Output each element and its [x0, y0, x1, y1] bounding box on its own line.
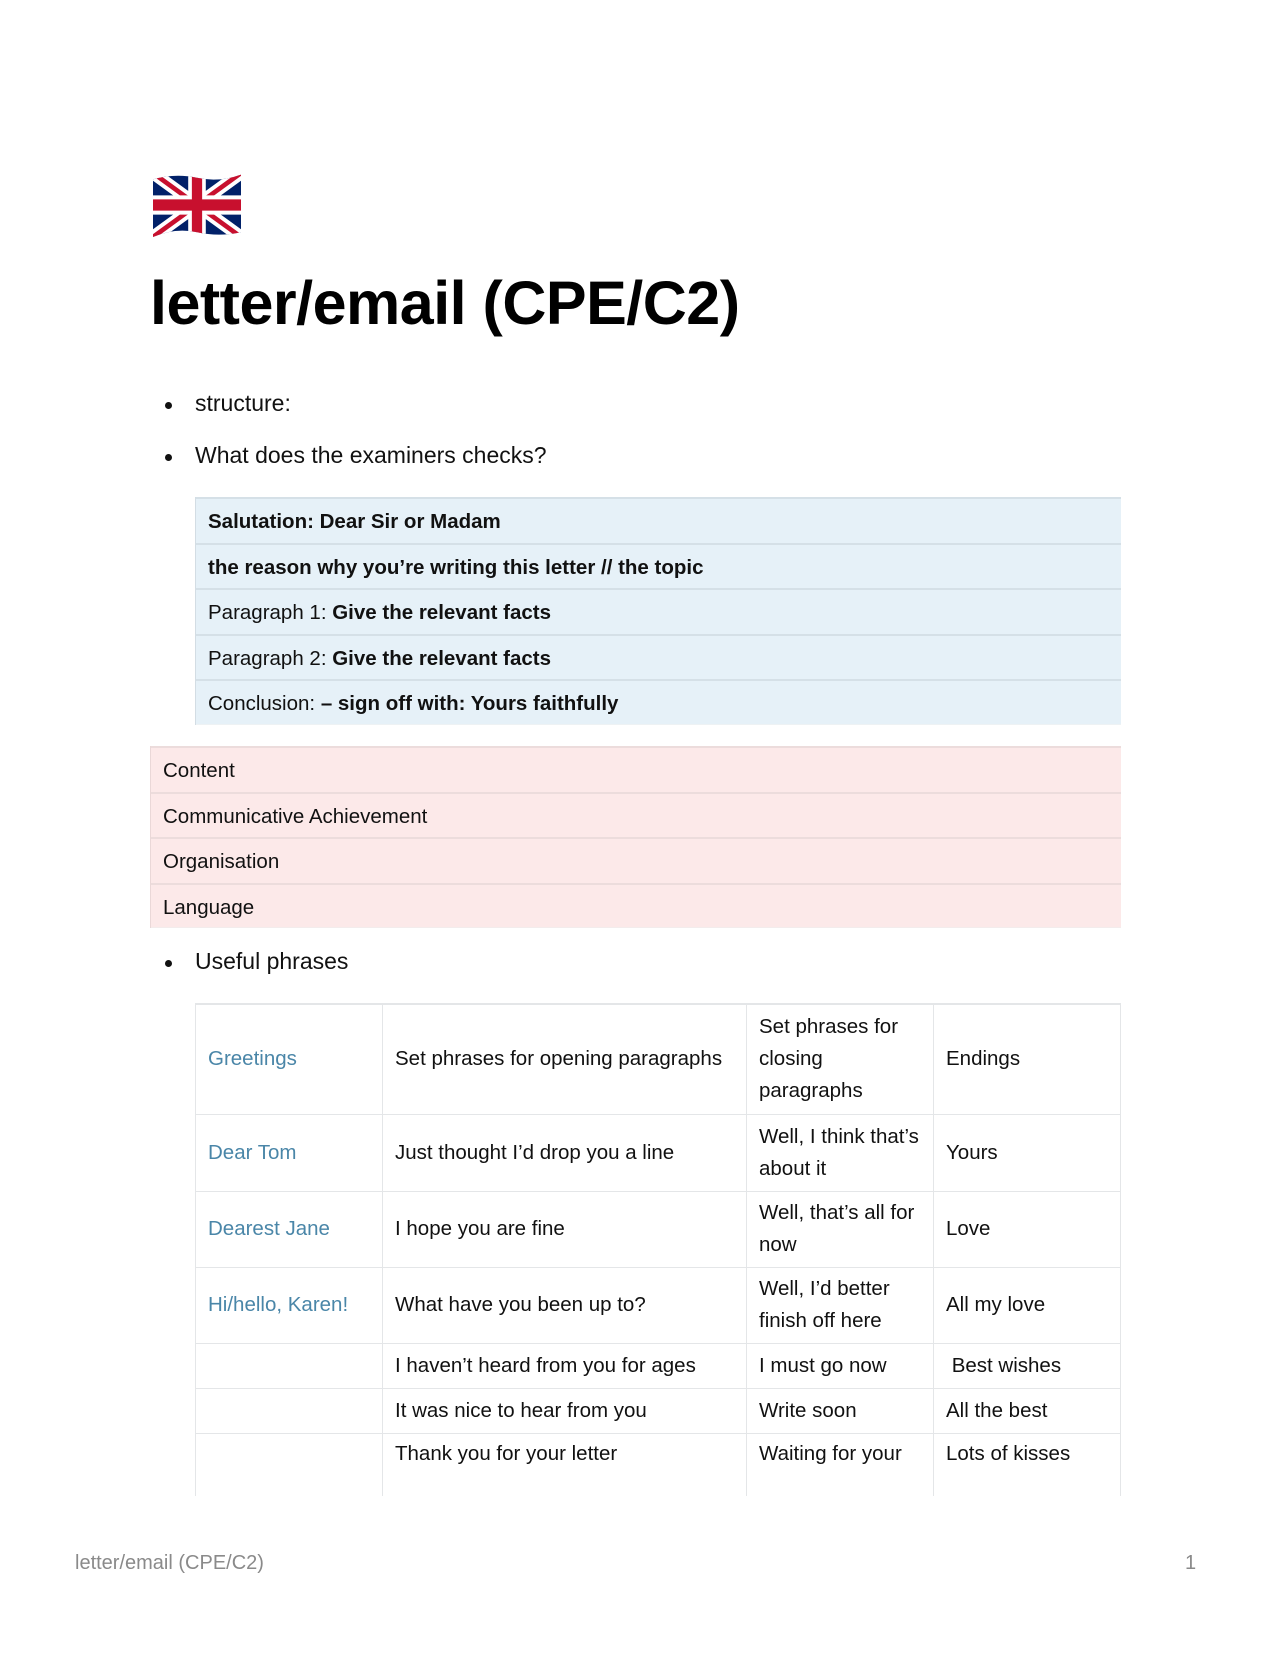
- cell-closing: Write soon: [747, 1388, 934, 1433]
- row-bold: the reason why you’re writing this letter // the topic: [208, 555, 704, 579]
- header-closing: Set phrases for closing paragraphs: [747, 1004, 934, 1114]
- bullet-text: structure:: [195, 390, 291, 416]
- table-row: [196, 1267, 1121, 1343]
- criteria-row: Language: [151, 883, 1121, 929]
- table-row: [196, 1343, 1121, 1388]
- page-title: letter/email (CPE/C2): [150, 269, 740, 337]
- cell-opening: It was nice to hear from you: [383, 1388, 747, 1433]
- cell-ending: All the best: [934, 1388, 1121, 1433]
- cell-ending: Yours: [934, 1114, 1121, 1191]
- cell-opening: I hope you are fine: [383, 1191, 747, 1267]
- bullet-text: Useful phrases: [195, 948, 349, 974]
- structure-callout: [195, 497, 1121, 725]
- cell-opening: Just thought I’d drop you a line: [383, 1114, 747, 1191]
- criteria-row: Content: [151, 746, 1121, 792]
- cell-greeting: Dearest Jane: [196, 1191, 383, 1267]
- bullet-text: What does the examiners checks?: [195, 442, 547, 468]
- cell-ending: Lots of kisses: [934, 1433, 1121, 1496]
- row-label: Paragraph 2:: [208, 646, 333, 670]
- row-bold: Give the relevant facts: [332, 646, 551, 670]
- callout-row: [196, 634, 1121, 680]
- callout-row: [196, 543, 1121, 589]
- cell-closing: Well, I think that’s about it: [747, 1114, 934, 1191]
- bullet-dot-icon: [165, 454, 172, 461]
- header-greetings: Greetings: [196, 1004, 383, 1114]
- footer-page-number: 1: [1185, 1552, 1197, 1574]
- cell-ending: Love: [934, 1191, 1121, 1267]
- cell-greeting: [196, 1388, 383, 1433]
- criteria-row: Organisation: [151, 837, 1121, 883]
- header-endings: Endings: [934, 1004, 1121, 1114]
- table-row: [196, 1388, 1121, 1433]
- bullet-dot-icon: [165, 402, 172, 409]
- cell-opening: I haven’t heard from you for ages: [383, 1343, 747, 1388]
- row-label: Conclusion:: [208, 692, 321, 715]
- table-row: [196, 1191, 1121, 1267]
- cell-greeting: Dear Tom: [196, 1114, 383, 1191]
- callout-row: [196, 497, 1121, 543]
- cell-closing: Well, I’d better finish off here: [747, 1267, 934, 1343]
- criteria-callout: [150, 746, 1121, 928]
- cell-opening: What have you been up to?: [383, 1267, 747, 1343]
- cell-ending: Best wishes: [934, 1343, 1121, 1388]
- cell-opening: Thank you for your letter: [383, 1433, 747, 1496]
- cell-ending: All my love: [934, 1267, 1121, 1343]
- bullet-dot-icon: [165, 960, 172, 967]
- footer-title: letter/email (CPE/C2): [75, 1552, 264, 1574]
- cell-greeting: Hi/hello, Karen!: [196, 1267, 383, 1343]
- row-bold: – sign off with: Yours faithfully: [320, 692, 619, 715]
- callout-row: [196, 679, 1121, 725]
- phrases-table: [195, 1003, 1121, 1496]
- callout-row: [196, 588, 1121, 634]
- table-row: [196, 1114, 1121, 1191]
- row-bold: Give the relevant facts: [332, 601, 551, 624]
- cell-closing: Waiting for your: [747, 1433, 934, 1496]
- cell-closing: I must go now: [747, 1343, 934, 1388]
- table-header-row: [196, 1004, 1121, 1114]
- cell-closing: Well, that’s all for now: [747, 1191, 934, 1267]
- uk-flag-icon: [153, 173, 241, 237]
- cell-greeting: [196, 1343, 383, 1388]
- header-opening: Set phrases for opening paragraphs: [383, 1004, 747, 1114]
- row-bold: Salutation: Dear Sir or Madam: [208, 510, 501, 533]
- table-row: [196, 1433, 1121, 1496]
- criteria-row: Communicative Achievement: [151, 792, 1121, 838]
- cell-greeting: [196, 1433, 383, 1496]
- row-label: Paragraph 1:: [208, 601, 333, 624]
